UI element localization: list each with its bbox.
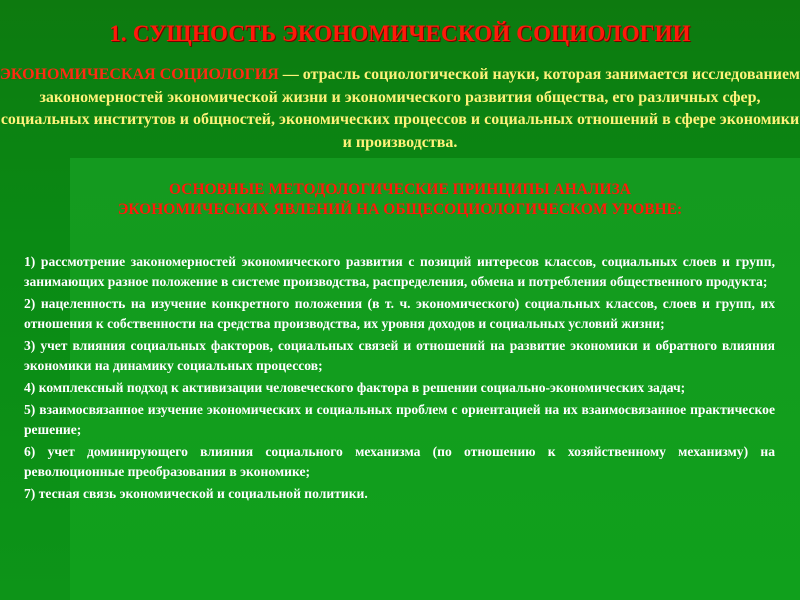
list-item: 2) нацеленность на изучение конкретного положения (в т. ч. экономического) социальных классов, слоев и групп, их отношения к собственности на средства производства, их уровня доходов и социальных условий жизни; (24, 296, 775, 331)
list-item: 1) рассмотрение закономерностей экономического развития с позиций интересов классов, социальных слоев и групп, занимающих разное положение в системе производства, распределения, обмена и потребления общественного продукта; (24, 254, 775, 289)
list-item: 7) тесная связь экономической и социальной политики. (24, 486, 368, 501)
list-item: 5) взаимосвязанное изучение экономических и социальных проблем с ориентацией на их взаимосвязанное практическое решение; (24, 402, 775, 437)
principles-heading: ОСНОВНЫЕ МЕТОДОЛОГИЧЕСКИЕ ПРИНЦИПЫ АНАЛИЗА ЭКОНОМИЧЕСКИХ ЯВЛЕНИЙ НА ОБЩЕСОЦИОЛОГИЧЕСКОМ УРОВНЕ: (117, 181, 683, 218)
slide-title: 1. СУЩНОСТЬ ЭКОНОМИЧЕСКОЙ СОЦИОЛОГИИ (109, 21, 691, 46)
definition-text: — отрасль социологической науки, которая занимается исследованием закономерностей экономической жизни и экономического развития общества, его различных сфер, социальных институтов и общностей, экономических процессов и социальных отношений в сфере экономики и производства. (0, 66, 800, 151)
definition-paragraph (0, 64, 800, 154)
list-item: 6) учет доминирующего влияния социального механизма (по отношению к хозяйственному механизму) на революционные преобразования в экономике; (24, 444, 775, 479)
definition-term: ЭКОНОМИЧЕСКАЯ СОЦИОЛОГИЯ (0, 66, 279, 83)
list-item: 3) учет влияния социальных факторов, социальных связей и отношений на развитие экономики и обратного влияния экономики на динамику социальных процессов; (24, 338, 775, 373)
principles-list (24, 252, 775, 506)
list-item: 4) комплексный подход к активизации человеческого фактора в решении социально-экономических задач; (24, 380, 686, 395)
